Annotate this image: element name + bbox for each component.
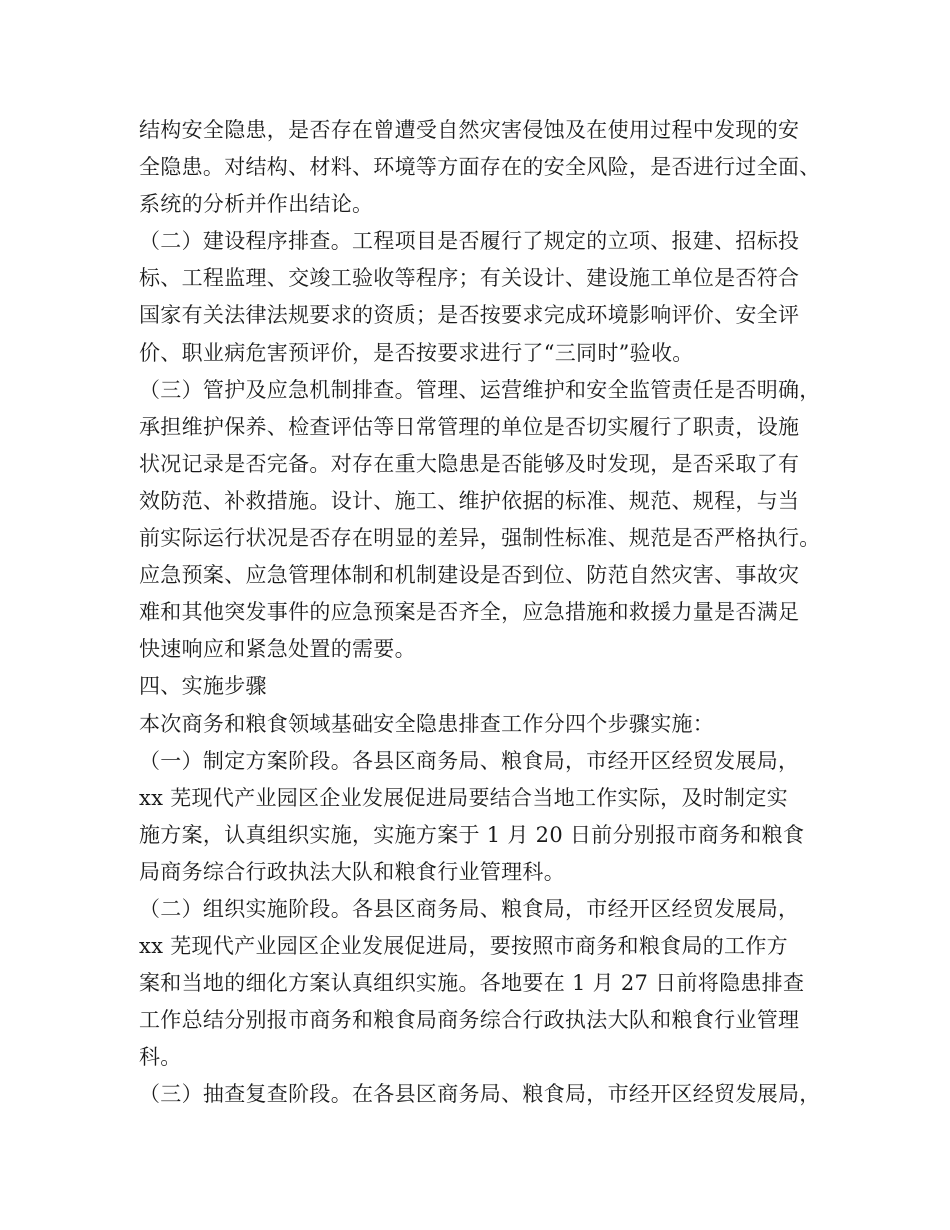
text-line: 案和当地的细化方案认真组织实施。各地要在 1 月 27 日前将隐患排查 [139, 971, 805, 996]
text-line: 状况记录是否完备。对存在重大隐患是否能够及时发现，是否采取了有 [139, 451, 800, 476]
text-line: （二）建设程序排查。工程项目是否履行了规定的立项、报建、招标投 [139, 229, 800, 254]
section-heading: 四、实施步骤 [139, 674, 267, 699]
text-line: 应急预案、应急管理体制和机制建设是否到位、防范自然灾害、事故灾 [139, 563, 800, 588]
text-line: 系统的分析并作出结论。 [139, 192, 374, 217]
text-line: （一）制定方案阶段。各县区商务局、粮食局，市经开区经贸发展局， [139, 748, 800, 773]
text-line: 承担维护保养、检查评估等日常管理的单位是否切实履行了职责，设施 [139, 414, 800, 439]
text-line: 前实际运行状况是否存在明显的差异，强制性标准、规范是否严格执行。 [139, 526, 821, 551]
text-line: 结构安全隐患，是否存在曾遭受自然灾害侵蚀及在使用过程中发现的安 [139, 118, 800, 142]
text-line: 效防范、补救措施。设计、施工、维护依据的标准、规范、规程，与当 [139, 488, 800, 513]
text-line: 快速响应和紧急处置的需要。 [139, 637, 416, 662]
text-line: 工作总结分别报市商务和粮食局商务综合行政执法大队和粮食行业管理 [139, 1008, 800, 1033]
text-line: 局商务综合行政执法大队和粮食行业管理科。 [139, 859, 565, 884]
text-line: 科。 [139, 1045, 182, 1070]
text-line: 施方案，认真组织实施，实施方案于 1 月 20 日前分别报市商务和粮食 [139, 822, 805, 847]
text-line: 本次商务和粮食领域基础安全隐患排查工作分四个步骤实施： [139, 711, 715, 736]
text-line: xx 芜现代产业园区企业发展促进局要结合当地工作实际，及时制定实 [139, 785, 788, 810]
text-line: （二）组织实施阶段。各县区商务局、粮食局，市经开区经贸发展局， [139, 896, 800, 921]
text-line: 国家有关法律法规要求的资质；是否按要求完成环境影响评价、安全评 [139, 303, 800, 328]
document-body [139, 112, 839, 1114]
text-line: 价、职业病危害预评价，是否按要求进行了“三同时”验收。 [139, 340, 694, 365]
text-line: （三）管护及应急机制排查。管理、运营维护和安全监管责任是否明确， [139, 377, 821, 402]
text-line: 难和其他突发事件的应急预案是否齐全，应急措施和救援力量是否满足 [139, 600, 800, 625]
text-line: xx 芜现代产业园区企业发展促进局，要按照市商务和粮食局的工作方 [139, 934, 788, 959]
text-line: 全隐患。对结构、材料、环境等方面存在的安全风险，是否进行过全面、 [139, 155, 821, 180]
text-line: 标、工程监理、交竣工验收等程序；有关设计、建设施工单位是否符合 [139, 266, 800, 291]
text-line: （三）抽查复查阶段。在各县区商务局、粮食局，市经开区经贸发展局， [139, 1082, 821, 1107]
